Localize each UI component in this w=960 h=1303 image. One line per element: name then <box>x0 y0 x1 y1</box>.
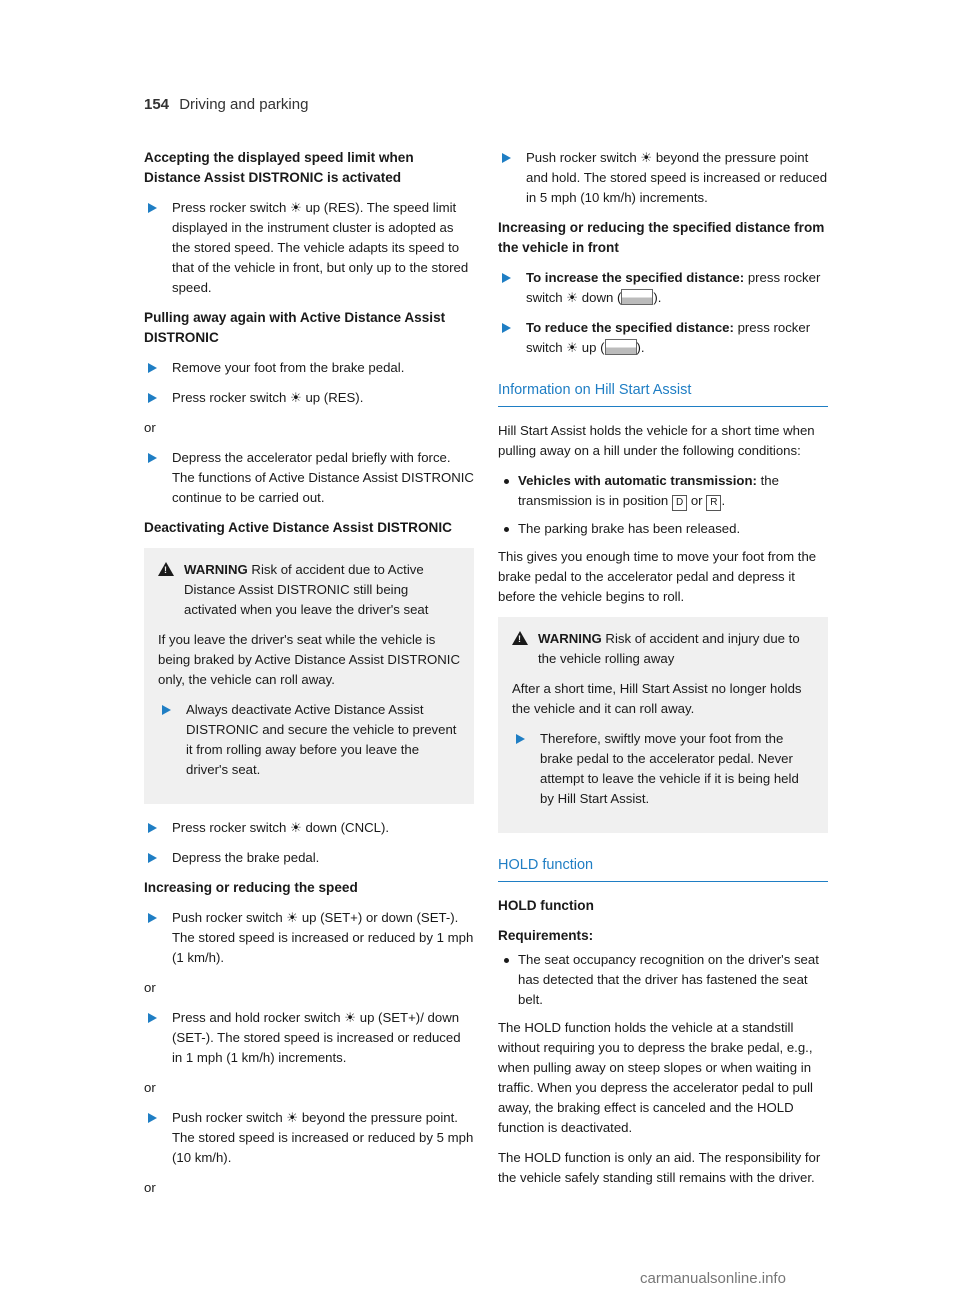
instruction-step: Press and hold rocker switch ☀ up (SET+)/ down (SET-). The stored speed is increased or reduced in 1 mph (1 km/h) increments. <box>144 1008 474 1068</box>
section-title: Increasing or reducing the specified distance from the vehicle in front <box>498 220 825 255</box>
bullet-item: The seat occupancy recognition on the driver's seat has detected that the driver has fastened the seat belt. <box>498 950 828 1010</box>
arrow-icon <box>148 853 157 863</box>
right-column <box>498 148 828 1198</box>
paragraph: This gives you enough time to move your foot from the brake pedal to the accelerator pedal and depress it before the vehicle begins to roll. <box>498 549 817 604</box>
arrow-icon <box>148 1013 157 1023</box>
instruction-step: Press rocker switch ☀ down (CNCL). <box>144 818 474 838</box>
bullet-icon <box>504 479 509 484</box>
instruction-step: Therefore, swiftly move your foot from the brake pedal to the accelerator pedal. Never attempt to leave the vehicle if it is being held by Hill Start Assist. <box>512 729 814 809</box>
instruction-step: Depress the brake pedal. <box>144 848 474 868</box>
arrow-icon <box>502 273 511 283</box>
section-heading: Information on Hill Start Assist <box>498 380 828 407</box>
bullet-icon <box>504 958 509 963</box>
distance-increase-icon <box>621 289 653 305</box>
arrow-icon <box>148 823 157 833</box>
instruction-step: Remove your foot from the brake pedal. <box>144 358 474 378</box>
bullet-item: Vehicles with automatic transmission: the transmission is in position D or R . <box>498 471 828 511</box>
chapter-title: Driving and parking <box>179 96 309 113</box>
arrow-icon <box>148 1113 157 1123</box>
warning-body: After a short time, Hill Start Assist no longer holds the vehicle and it can roll away. <box>512 681 802 716</box>
arrow-icon <box>502 323 511 333</box>
arrow-icon <box>148 363 157 373</box>
warning-header: ! WARNING Risk of accident and injury due to the vehicle rolling away <box>512 629 814 669</box>
warning-box <box>144 548 474 804</box>
instruction-step: Depress the accelerator pedal briefly with force. The functions of Active Distance Assist DISTRONIC continue to be carried out. <box>144 448 474 508</box>
warning-icon <box>512 631 528 645</box>
section-title: Deactivating Active Distance Assist DISTRONIC <box>144 520 452 535</box>
instruction-step: Press rocker switch ☀ up (RES). The speed limit displayed in the instrument cluster is adopted as the stored speed. The vehicle adapts its speed to that of the vehicle in front, but only up to the stored speed. <box>144 198 474 298</box>
paragraph: The HOLD function is only an aid. The responsibility for the vehicle safely standing still remains with the driver. <box>498 1150 821 1185</box>
instruction-step: Push rocker switch ☀ beyond the pressure point. The stored speed is increased or reduced by 5 mph (10 km/h). <box>144 1108 474 1168</box>
instruction-step: Push rocker switch ☀ up (SET+) or down (SET-). The stored speed is increased or reduced by 1 mph (1 km/h). <box>144 908 474 968</box>
or-separator: or <box>144 1180 156 1195</box>
warning-header: ! WARNING Risk of accident due to Active Distance Assist DISTRONIC still being activated when you leave the driver's seat <box>158 560 460 620</box>
arrow-icon <box>162 705 171 715</box>
bullet-icon <box>504 527 509 532</box>
instruction-step: To reduce the specified distance: press rocker switch ☀ up ( ). <box>498 318 828 358</box>
section-heading: HOLD function <box>498 855 828 882</box>
subsection-title: HOLD function <box>498 898 594 913</box>
gear-d-icon: D <box>672 495 687 511</box>
arrow-icon <box>148 203 157 213</box>
arrow-icon <box>516 734 525 744</box>
left-column <box>144 148 474 1208</box>
gear-r-icon: R <box>706 495 721 511</box>
requirements-label: Requirements: <box>498 928 594 943</box>
warning-icon <box>158 562 174 576</box>
or-separator: or <box>144 420 156 435</box>
warning-body: If you leave the driver's seat while the vehicle is being braked by Active Distance Assist DISTRONIC only, the vehicle can roll away. <box>158 632 460 687</box>
watermark: carmanualsonline.info <box>640 1270 786 1287</box>
arrow-icon <box>148 453 157 463</box>
or-separator: or <box>144 1080 156 1095</box>
instruction-step: To increase the specified distance: press rocker switch ☀ down ( ). <box>498 268 828 308</box>
warning-box <box>498 617 828 833</box>
or-separator: or <box>144 980 156 995</box>
instruction-step: Always deactivate Active Distance Assist DISTRONIC and secure the vehicle to prevent it from rolling away before you leave the driver's seat. <box>158 700 460 780</box>
page-header <box>144 96 308 113</box>
arrow-icon <box>148 393 157 403</box>
arrow-icon <box>502 153 511 163</box>
arrow-icon <box>148 913 157 923</box>
section-title: Accepting the displayed speed limit when Distance Assist DISTRONIC is activated <box>144 150 414 185</box>
instruction-step: Push rocker switch ☀ beyond the pressure point and hold. The stored speed is increased or reduced in 5 mph (10 km/h) increments. <box>498 148 828 208</box>
instruction-step: Press rocker switch ☀ up (RES). <box>144 388 474 408</box>
paragraph: Hill Start Assist holds the vehicle for a short time when pulling away on a hill under the following conditions: <box>498 423 815 458</box>
page-number: 154 <box>144 96 170 113</box>
bullet-item: The parking brake has been released. <box>498 519 828 539</box>
section-title: Increasing or reducing the speed <box>144 880 358 895</box>
paragraph: The HOLD function holds the vehicle at a standstill without requiring you to depress the brake pedal, e.g., when pulling away on steep slopes or when waiting in traffic. When you depress the accelerator pedal to pull away, the braking effect is canceled and the HOLD function is deactivated. <box>498 1020 813 1135</box>
distance-reduce-icon <box>605 339 637 355</box>
section-title: Pulling away again with Active Distance Assist DISTRONIC <box>144 310 446 345</box>
